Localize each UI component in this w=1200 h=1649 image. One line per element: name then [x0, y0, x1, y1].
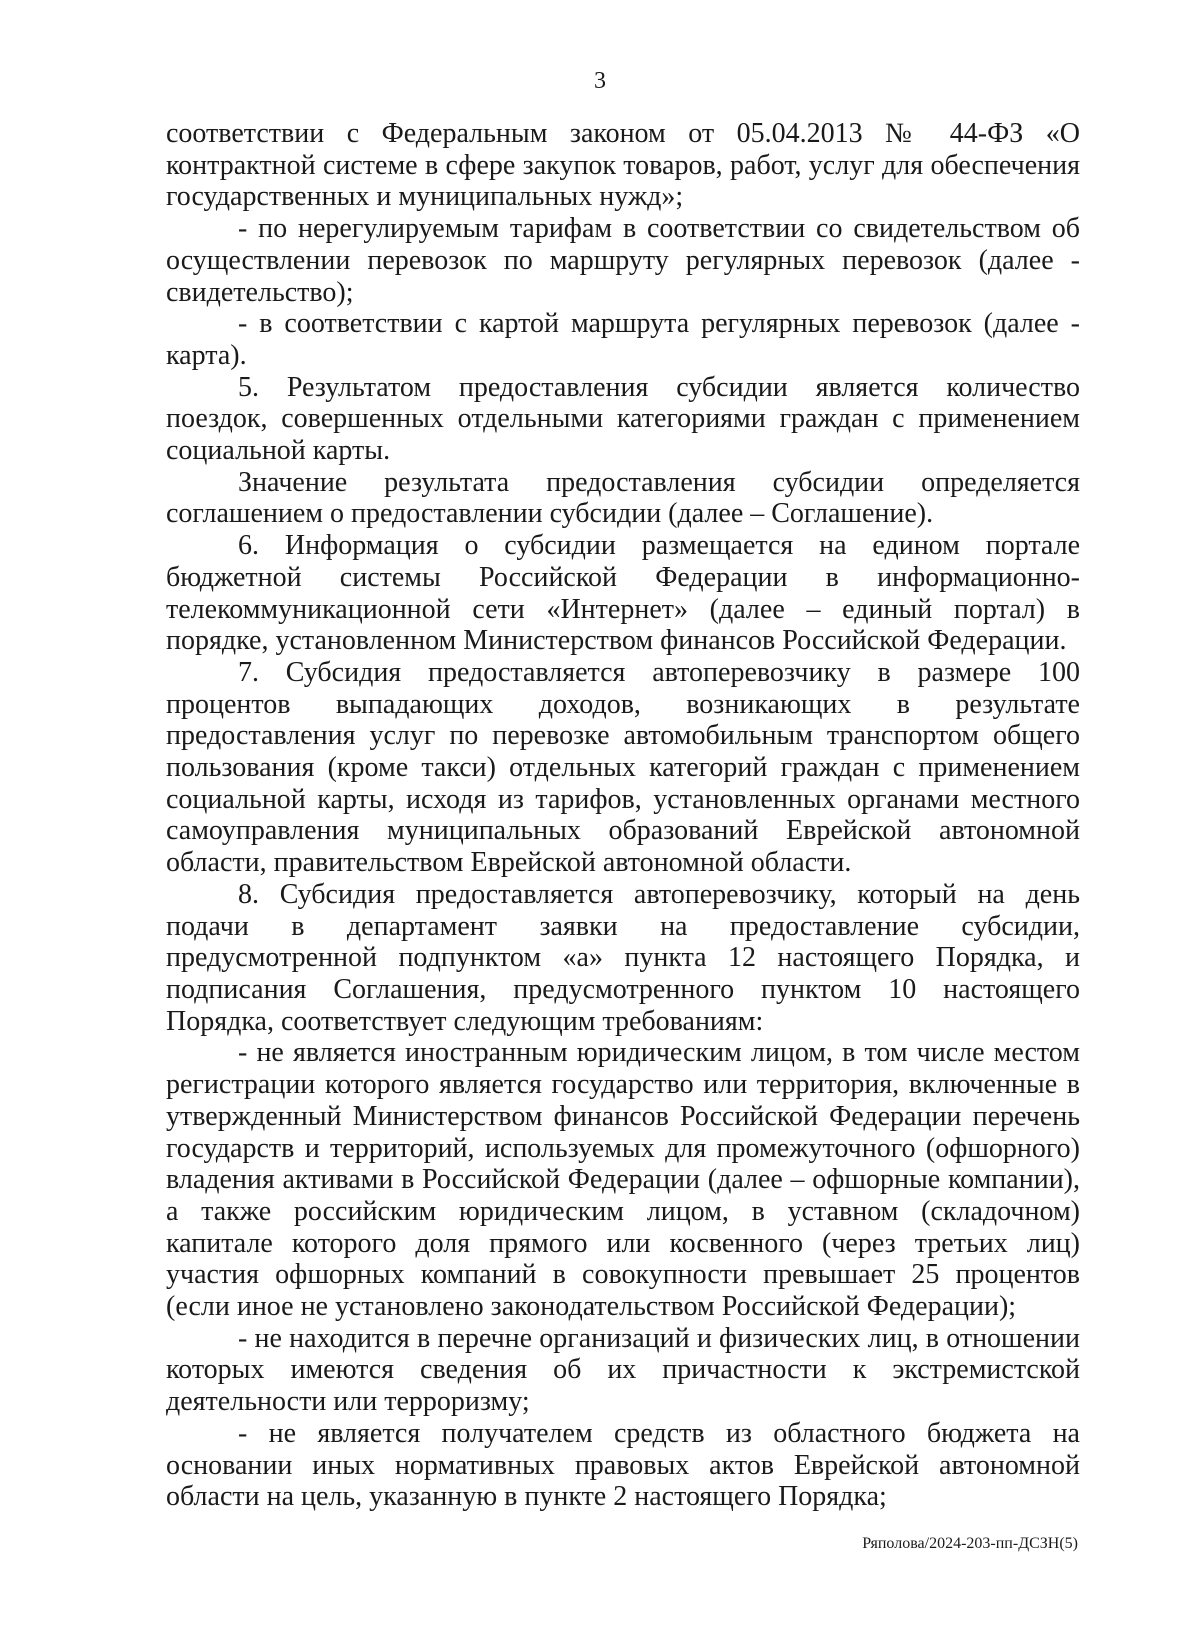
paragraph-8: 8. Субсидия предоставляется автоперевозчику, который на день подачи в департамент заявки на предоставление субсидии, предусмотренной подпунктом «а» пункта 12 настоящего Порядка, и подписания Соглашения, предусмотренного пунктом 10 настоящего Порядка, соответствует следующим требованиям:: [166, 878, 1080, 1037]
paragraph-requirement-budget: - не является получателем средств из областного бюджета на основании иных нормативных правовых актов Еврейской автономной области на цель, указанную в пункте 2 настоящего Порядка;: [166, 1417, 1080, 1513]
paragraph-6: 6. Информация о субсидии размещается на едином портале бюджетной системы Российской Федерации в информационно-телекоммуникационной сети «Интернет» (далее – единый портал) в порядке, установленном Министерством финансов Российской Федерации.: [166, 530, 1080, 657]
paragraph-continuation: соответствии с Федеральным законом от 05.04.2013 № 44-ФЗ «О контрактной системе в сфере закупок товаров, работ, услуг для обеспечения государственных и муниципальных нужд»;: [166, 118, 1080, 213]
paragraph-requirement-extremism: - не находится в перечне организаций и физических лиц, в отношении которых имеются сведения об их причастности к экстремистской деятельности или терроризму;: [166, 1322, 1080, 1418]
paragraph-requirement-foreign-entity: - не является иностранным юридическим лицом, в том числе местом регистрации которого является государство или территория, включенные в утвержденный Министерством финансов Российской Федерации перечень государств и территорий, используемых для промежуточного (офшорного) владения активами в Российской Федерации (далее – офшорные компании), а также российским юридическим лицом, в уставном (складочном) капитале которого доля прямого или косвенного (через третьих лиц) участия офшорных компаний в совокупности превышает 25 процентов (если иное не установлено законодательством Российской Федерации);: [166, 1037, 1080, 1323]
footer-document-code: Ряполова/2024-203-пп-ДСЗН(5): [862, 1535, 1078, 1552]
document-body: [166, 118, 1080, 1513]
paragraph-item-route-map: - в соответствии с картой маршрута регулярных перевозок (далее - карта).: [166, 308, 1080, 371]
paragraph-7: 7. Субсидия предоставляется автоперевозчику в размере 100 процентов выпадающих доходов, возникающих в результате предоставления услуг по перевозке автомобильным транспортом общего пользования (кроме такси) отдельных категорий граждан с применением социальной карты, исходя из тарифов, установленных органами местного самоуправления муниципальных образований Еврейской автономной области, правительством Еврейской автономной области.: [166, 656, 1080, 879]
paragraph-item-unregulated-tariffs: - по нерегулируемым тарифам в соответствии со свидетельством об осуществлении перевозок по маршруту регулярных перевозок (далее - свидетельство);: [166, 213, 1080, 308]
page-number: 3: [594, 68, 606, 94]
paragraph-5-value: Значение результата предоставления субсидии определяется соглашением о предоставлении субсидии (далее – Соглашение).: [166, 466, 1080, 530]
paragraph-5: 5. Результатом предоставления субсидии является количество поездок, совершенных отдельными категориями граждан с применением социальной карты.: [166, 371, 1080, 467]
